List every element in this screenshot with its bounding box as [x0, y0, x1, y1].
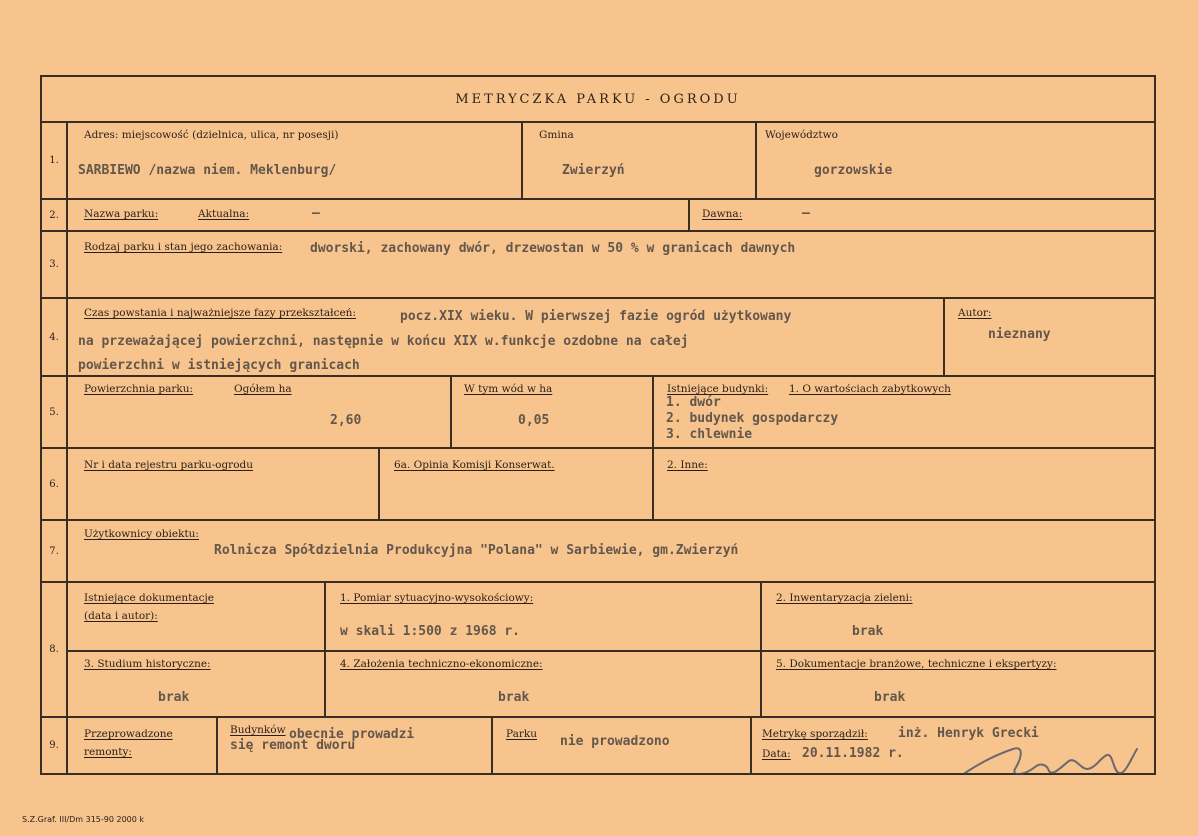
voivodeship-label: Województwo: [765, 129, 838, 141]
current-name-label: Aktualna:: [198, 208, 250, 220]
form-title: METRYCZKA PARKU - OGRODU: [42, 77, 1154, 123]
history-line-2: na przeważającej powierzchni, następnie w końcu XIX w.funkcje ozdobne na całej: [78, 334, 689, 349]
row-number: 3.: [42, 232, 68, 297]
greenery-inventory-value: brak: [852, 624, 884, 639]
park-renovation-label: Parku: [506, 728, 537, 740]
documentation-sub-label: (data i autor):: [84, 610, 158, 622]
row-number: 5.: [42, 377, 68, 447]
compiled-by-value: inż. Henryk Grecki: [898, 726, 1039, 741]
row-area: [42, 377, 1154, 449]
tech-econ-label: 4. Założenia techniczno-ekonomiczne:: [340, 658, 543, 670]
history-line-3: powierzchni w istniejących granicach: [78, 358, 360, 373]
historical-study-value: brak: [158, 690, 190, 705]
row-number: 1.: [42, 123, 68, 198]
history-label: Czas powstania i najważniejsze fazy przekształceń:: [84, 307, 356, 319]
greenery-inventory-label: 2. Inwentaryzacja zieleni:: [776, 592, 913, 604]
renovations-sub-label: remonty:: [84, 746, 132, 758]
row-documentation: [42, 583, 1154, 718]
row-number: 8.: [42, 583, 68, 716]
branch-docs-value: brak: [874, 690, 906, 705]
building-item-1: 1. dwór: [666, 395, 721, 410]
branch-docs-label: 5. Dokumentacje branżowe, techniczne i ekspertyzy:: [776, 658, 1057, 670]
row-number: 6.: [42, 449, 68, 519]
register-label: Nr i data rejestru parku-ogrodu: [84, 459, 254, 471]
form-footer-code: S.Z.Graf. III/Dm 315-90 2000 k: [22, 815, 145, 824]
former-name-value: —: [802, 206, 810, 221]
building-item-2: 2. budynek gospodarczy: [666, 411, 839, 426]
buildings-renovation-label: Budynków: [230, 724, 286, 736]
historical-study-label: 3. Studium historyczne:: [84, 658, 211, 670]
row-number: 4.: [42, 299, 68, 375]
row-park-name: [42, 200, 1154, 232]
park-type-value: dworski, zachowany dwór, drzewostan w 50 % w granicach dawnych: [310, 241, 796, 256]
survey-label: 1. Pomiar sytuacyjno-wysokościowy:: [340, 592, 534, 604]
row-number: 2.: [42, 200, 68, 230]
park-name-label: Nazwa parku:: [84, 208, 159, 220]
buildings-historic-label: 1. O wartościach zabytkowych: [789, 383, 951, 395]
water-ha-label: W tym wód w ha: [464, 383, 553, 395]
row-register: [42, 449, 1154, 521]
water-ha-value: 0,05: [518, 413, 550, 428]
history-line-1: pocz.XIX wieku. W pierwszej fazie ogród użytkowany: [400, 309, 792, 324]
park-renovation-value: nie prowadzono: [560, 734, 670, 749]
conservator-opinion-label: 6a. Opinia Komisji Konserwat.: [394, 459, 555, 471]
total-ha-value: 2,60: [330, 413, 362, 428]
survey-value: w skali 1:500 z 1968 r.: [340, 624, 521, 639]
building-item-3: 3. chlewnie: [666, 427, 753, 442]
area-label: Powierzchnia parku:: [84, 383, 194, 395]
address-value: SARBIEWO /nazwa niem. Meklenburg/: [78, 163, 337, 178]
row-users: [42, 521, 1154, 583]
park-record-form: [40, 75, 1156, 775]
address-label: Adres: miejscowość (dzielnica, ulica, nr posesji): [84, 129, 339, 141]
gmina-value: Zwierzyń: [562, 163, 625, 178]
row-history: [42, 299, 1154, 377]
current-name-value: —: [312, 206, 320, 221]
row-number: 7.: [42, 521, 68, 581]
row-park-type: [42, 232, 1154, 299]
other-label: 2. Inne:: [667, 459, 708, 471]
row-address: [42, 123, 1154, 200]
buildings-label: Istniejące budynki:: [667, 383, 769, 395]
documentation-label: Istniejące dokumentacje: [84, 592, 214, 604]
voivodeship-value: gorzowskie: [814, 163, 893, 178]
users-value: Rolnicza Spółdzielnia Produkcyjna "Polana" w Sarbiewie, gm.Zwierzyń: [214, 543, 739, 558]
handwritten-signature: [955, 735, 1145, 785]
tech-econ-value: brak: [498, 690, 530, 705]
row-number: 9.: [42, 718, 68, 773]
park-type-label: Rodzaj parku i stan jego zachowania:: [84, 241, 283, 253]
date-value: 20.11.1982 r.: [802, 746, 904, 761]
renovations-label: Przeprowadzone: [84, 728, 173, 740]
author-label: Autor:: [958, 307, 992, 319]
users-label: Użytkownicy obiektu:: [84, 528, 199, 540]
author-value: nieznany: [988, 327, 1051, 342]
buildings-renovation-line-1: obecnie prowadzi: [289, 727, 415, 742]
compiled-by-label: Metrykę sporządził:: [762, 728, 868, 740]
date-label: Data:: [762, 748, 791, 760]
total-ha-label: Ogółem ha: [234, 383, 292, 395]
buildings-renovation-line-2: się remont dworu: [230, 738, 356, 753]
former-name-label: Dawna:: [702, 208, 743, 220]
gmina-label: Gmina: [539, 129, 574, 141]
